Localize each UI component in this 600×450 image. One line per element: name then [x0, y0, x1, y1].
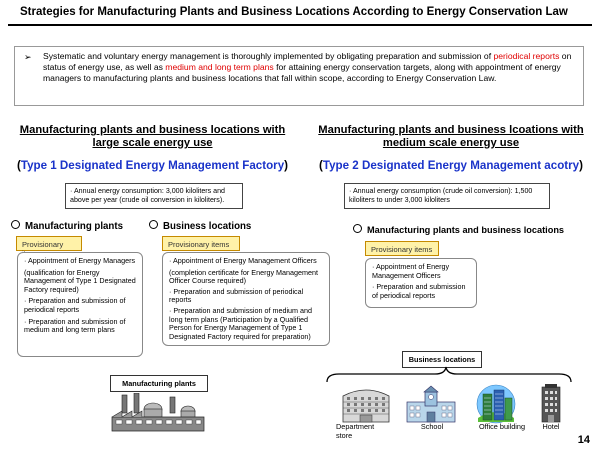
left-manufacturing-label: Manufacturing plants [11, 220, 123, 232]
arrow-bullet-icon: ➢ [24, 52, 32, 62]
left-business-items [162, 252, 330, 346]
department-store-label: Department store [336, 422, 375, 440]
office-building-label: Office building [478, 422, 526, 431]
periodical-reports-highlight: periodical reports [493, 51, 560, 61]
left-business-label: Business locations [149, 220, 251, 232]
business-locations-label: Business locations [402, 351, 482, 368]
right-designation: (Type 2 Designated Energy Management acotry) [319, 159, 583, 172]
list-item: · Preparation and submission of medium and long term plans (Participation by a Qualified Person for Energy Management of Type 1 Designated Factory required for preparation) [169, 305, 313, 341]
list-item: (completion certificate for Energy Management Officer Course required) [169, 267, 319, 286]
summary-text: Systematic and voluntary energy management is thoroughly implemented by obligating preparation and submission of periodical reports on status of energy use, as well as medium and long term plans for attaining energy conservation targets, along with appointment of energy managers to manufacturing plants and business locations that fall within scope, according to Energy Conservation Law. [43, 51, 572, 83]
list-item: · Preparation and submission of medium and long term plans [24, 316, 126, 335]
provisional-items-badge: Provisionary [16, 236, 82, 251]
hotel-label: Hotel [542, 422, 560, 431]
list-item: · Preparation and submission of periodical reports [372, 282, 466, 300]
brace-connector-icon [325, 366, 573, 384]
list-item: · Appointment of Energy Management Officers [169, 256, 317, 265]
page-title: Strategies for Manufacturing Plants and Business Locations According to Energy Conservation Law [20, 6, 568, 18]
long-term-plans-highlight: medium and long term plans [165, 62, 274, 72]
provisional-items-badge: Provisionary items [365, 241, 439, 256]
left-designation: (Type 1 Designated Energy Management Factory) [16, 159, 289, 172]
school-icon [405, 384, 457, 424]
hotel-icon [537, 384, 565, 424]
summary-box [14, 46, 584, 106]
left-heading: Manufacturing plants and business locations with large scale energy use [19, 124, 286, 149]
list-item: · Preparation and submission of periodical reports [24, 296, 126, 314]
title-divider [8, 24, 592, 26]
manufacturing-plants-label: Manufacturing plants [110, 375, 208, 392]
school-label: School [420, 422, 444, 431]
list-item: · Appointment of Energy Managers [24, 256, 136, 265]
page-number: 14 [577, 434, 590, 446]
list-item: · Preparation and submission of periodical reports [169, 286, 304, 305]
circle-bullet-icon [149, 220, 158, 229]
right-heading: Manufacturing plants and business lcoations with medium scale energy use [318, 124, 584, 149]
left-criteria-note: · Annual energy consumption: 3,000 kiloliters and above per year (crude oil conversion in kiloliters). [65, 183, 243, 209]
right-combined-label: Manufacturing plants and business locations [353, 224, 564, 235]
provisional-items-badge: Provisionary items [162, 236, 240, 251]
circle-bullet-icon [11, 220, 20, 229]
office-building-icon [470, 384, 522, 424]
factory-icon [108, 393, 208, 433]
right-criteria-note: · Annual energy consumption (crude oil conversion): 1,500 kiloliters to under 3,000 kiloliters [344, 183, 550, 209]
list-item: (qualification for Energy Management of Type 1 Designated Factory required) [24, 267, 136, 294]
left-manufacturing-items [17, 252, 143, 357]
list-item: · Appointment of Energy Management Officers [372, 262, 450, 280]
department-store-icon [340, 384, 392, 424]
circle-bullet-icon [353, 224, 362, 233]
right-combined-items [365, 258, 477, 308]
